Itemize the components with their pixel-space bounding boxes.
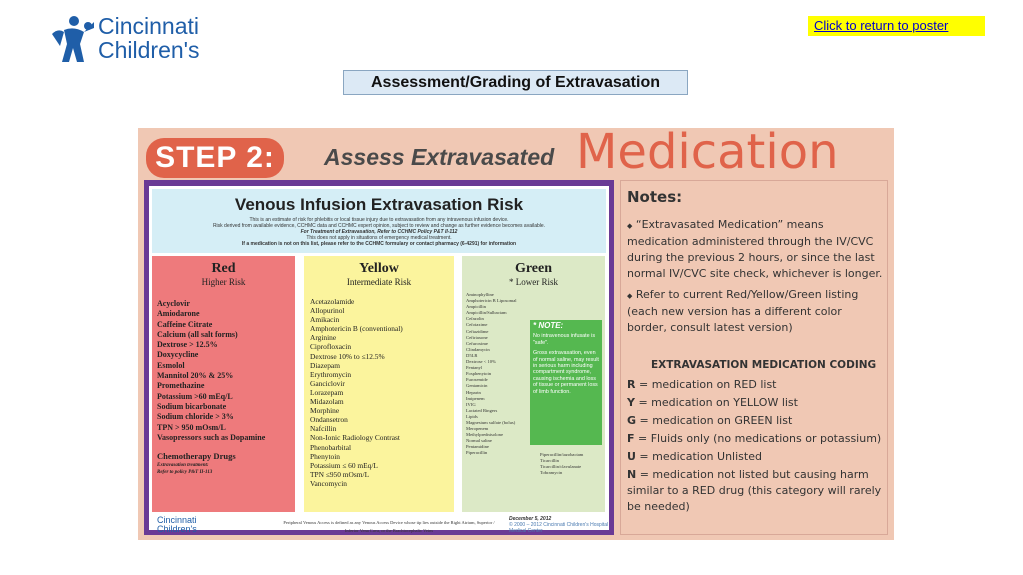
note-line: Gross extravasation, even of normal saline, may result in serious harm including compartment syndrome, causing ischemia and loss of tissue or permanent loss of limb function. (533, 350, 599, 395)
footer-date-text: December 5, 2012 (509, 516, 552, 522)
code-row (627, 395, 885, 411)
list-item: Cefazolin (466, 316, 484, 322)
logo-line-1: Cincinnati (98, 13, 199, 39)
list-item: Meropenem (466, 426, 489, 432)
list-item: Mannitol 20% & 25% (157, 371, 234, 381)
note-bullet-2 (627, 287, 885, 336)
notes-panel (620, 180, 888, 535)
risk-desc-line: This is an estimate of risk for phlebitis or local tissue injury due to extravasation from any intravenous infusion device. (249, 217, 509, 223)
logo-line-2: Children's (98, 37, 200, 63)
list-item: Non-Ionic Radiology Contrast (310, 433, 400, 443)
footer-date (509, 516, 609, 534)
note-1-text: “Extravasated Medication” means medication administered through the IV/CVC during the previous 2 hours, or since the last normal IV/CVC site check, whichever is longer. (627, 218, 883, 280)
list-item: Ampicillin (466, 304, 486, 310)
yellow-list (310, 297, 454, 488)
cincinnati-childrens-logo (50, 12, 240, 68)
note-bullet-1 (627, 217, 885, 282)
list-item: Clindamycin (466, 346, 490, 352)
list-item: Allopurinol (310, 306, 345, 316)
list-item: Amphotericin B Liposomal (466, 298, 517, 304)
risk-header (152, 189, 606, 253)
note-line: No intravenous infusate is "safe". (533, 333, 596, 346)
list-item: Furosemide (466, 377, 488, 383)
list-item: Caffeine Citrate (157, 319, 213, 329)
list-item: Sodium chloride > 3% (157, 412, 234, 422)
code-text: = Fluids only (no medications or potassium) (634, 432, 882, 445)
list-item: Promethazine (157, 381, 205, 391)
risk-desc-line: If a medication is not on this list, please refer to the CCHMC formulary or contact pharmacy (6-4291) for information (241, 241, 517, 247)
list-item: Ondansetron (310, 415, 348, 425)
return-to-poster-link[interactable]: Click to return to poster (808, 16, 985, 36)
code-text: = medication on GREEN list (636, 414, 793, 427)
red-column (152, 256, 295, 512)
code-row (627, 449, 885, 465)
chemo-sub-line: Extravasation treatment: (157, 463, 209, 469)
code-row (627, 413, 885, 429)
list-item: Fentanyl (466, 365, 483, 371)
list-item: Acetazolamide (310, 297, 355, 306)
code-text: = medication not listed but causing harm similar to a RED drug (this category will rarely be needed) (627, 468, 882, 513)
list-item: Cefotaxime (466, 322, 488, 328)
list-item: TPN > 950 mOsm/L (157, 422, 226, 432)
risk-chart (149, 186, 609, 534)
list-item: Cefuroxime (466, 340, 488, 346)
list-item: Sodium bicarbonate (157, 401, 227, 411)
risk-desc-line: Risk derived from available evidence, CCHMC data and CCHMC expert opinion, subject to review and change as further evidence becomes available. (212, 223, 546, 229)
risk-title: Venous Infusion Extravasation Risk (234, 195, 524, 214)
code-text: = medication on YELLOW list (634, 396, 798, 409)
list-item: Morphine (310, 406, 340, 416)
step-heading: Medication (576, 128, 839, 180)
list-item: TPN ≤950 mOsm/L (310, 469, 370, 479)
list-item: Doxycycline (157, 350, 199, 360)
list-item: Amiodarone (157, 309, 200, 319)
footer-logo (157, 516, 197, 534)
family-figure-icon (50, 14, 94, 64)
code-letter: Y (627, 396, 635, 409)
code-letter: R (627, 378, 636, 391)
green-subtitle: * Lower Risk (509, 277, 558, 287)
bullet-diamond-icon: ◆ (627, 222, 633, 230)
list-item: Ticarcillin/clavulanate (540, 464, 582, 470)
green-subtitle-text: Lower Risk (515, 277, 558, 287)
list-item: Ganciclovir (310, 378, 345, 388)
yellow-column (304, 256, 454, 512)
footer-copyright: © 2000 – 2012 Cincinnati Children's Hospital Medical Center (509, 522, 609, 534)
code-row (627, 431, 885, 447)
list-item: Aminophylline (466, 292, 494, 297)
list-item: Heparin (466, 389, 481, 395)
risk-desc-line: For Treatment of Extravasation, Refer to CCHMC Policy P&T II-112 (300, 229, 458, 235)
risk-description (172, 217, 586, 247)
list-item: Phenobarbital (310, 442, 352, 452)
list-item: Piperacillin/tazobactam (540, 452, 584, 457)
note-2-text: Refer to current Red/Yellow/Green listing (each new version has a different color border, consult latest version) (627, 288, 859, 334)
list-item: Vancomycin (310, 478, 347, 488)
footer-logo-line: Children's (157, 524, 197, 534)
notes-title: Notes: (627, 188, 683, 206)
list-item: D5LR (466, 352, 478, 358)
list-item: Imipenem (466, 395, 485, 401)
list-item: Ceftazidime (466, 328, 489, 334)
note-title: * NOTE: (533, 321, 564, 330)
list-item: Ceftriaxone (466, 334, 488, 340)
red-list (157, 299, 295, 443)
red-title: Red (211, 261, 236, 276)
green-title: Green (514, 261, 553, 276)
step-subtitle: Assess Extravasated (324, 144, 555, 170)
red-subtitle: Higher Risk (201, 277, 246, 287)
chemo-title: Chemotherapy Drugs (157, 451, 236, 462)
code-letter: G (627, 414, 637, 427)
list-item: Tobramycin (540, 470, 563, 476)
code-row (627, 377, 885, 393)
step-badge: STEP 2: (146, 138, 284, 178)
poster-image (138, 128, 894, 540)
list-item: Dextrose < 10% (466, 359, 496, 365)
list-item: Vasopressors such as Dopamine (157, 432, 266, 442)
list-item: Lactated Ringers (466, 407, 498, 413)
list-item: Ciprofloxacin (310, 342, 352, 352)
green-list-2 (540, 452, 583, 476)
list-item: Calcium (all salt forms) (157, 329, 238, 339)
list-item: Lipids (466, 413, 478, 419)
coding-title: EXTRAVASATION MEDICATION CODING (651, 359, 877, 371)
list-item: Ticarcillin (540, 458, 559, 464)
list-item: Phenytoin (310, 451, 340, 461)
code-letter: U (627, 450, 636, 463)
yellow-subtitle: Intermediate Risk (346, 277, 412, 287)
code-row (627, 467, 885, 515)
list-item: Lorazepam (310, 387, 344, 397)
list-item: Gentamicin (466, 383, 488, 389)
list-item: Potassium >60 mEq/L (157, 391, 233, 401)
list-item: Erythromycin (310, 369, 352, 379)
list-item: Midazolam (310, 397, 344, 407)
list-item: Diazepam (310, 360, 340, 370)
list-item: IVIG (466, 401, 476, 407)
list-item: Dextrose > 12.5% (157, 340, 218, 350)
list-item: Ampicillin/Sulbactam (466, 310, 507, 316)
code-text: = medication Unlisted (635, 450, 762, 463)
code-letter: F (627, 432, 635, 445)
risk-chart-frame (144, 180, 614, 535)
list-item: Normal saline (466, 438, 492, 444)
list-item: Piperacillin (466, 450, 488, 456)
list-item: Acyclovir (157, 299, 190, 308)
list-item: Methylprednisolone (466, 432, 503, 438)
code-text: = medication on RED list (635, 378, 777, 391)
code-letter: N (627, 468, 637, 481)
chemo-sub (157, 462, 295, 476)
list-item: Amikacin (310, 315, 340, 325)
list-item: Nafcillin (310, 424, 337, 434)
green-column (462, 256, 605, 512)
footer-logo-line: Cincinnati (157, 515, 197, 525)
list-item: Amphotericin B (conventional) (310, 324, 403, 334)
note-box (530, 320, 602, 445)
list-item: Potassium ≤ 60 mEq/L (310, 460, 378, 470)
list-item: Dextrose 10% to ≤12.5% (310, 351, 385, 361)
chemo-sub-line: Refer to policy P&T II-113 (157, 470, 213, 476)
footer-definition: Peripheral Venous Access is defined as any Venous Access Device whose tip lies outside the Right Atrium, Superior / Inferior Vena Cava, or the Brachiocephalic Veins (283, 520, 495, 533)
list-item: Pentamidine (466, 444, 489, 450)
list-item: Fosphenytoin (466, 371, 492, 377)
list-item: Esmolol (157, 360, 185, 370)
list-item: Arginine (310, 333, 337, 343)
page-title: Assessment/Grading of Extravasation (343, 70, 688, 95)
yellow-title: Yellow (359, 261, 399, 276)
bullet-diamond-icon: ◆ (627, 292, 633, 300)
list-item: Magnesium sulfate (bolus) (466, 419, 516, 425)
risk-desc-line: This does not apply in situations of emergency medical treatment. (306, 235, 452, 241)
